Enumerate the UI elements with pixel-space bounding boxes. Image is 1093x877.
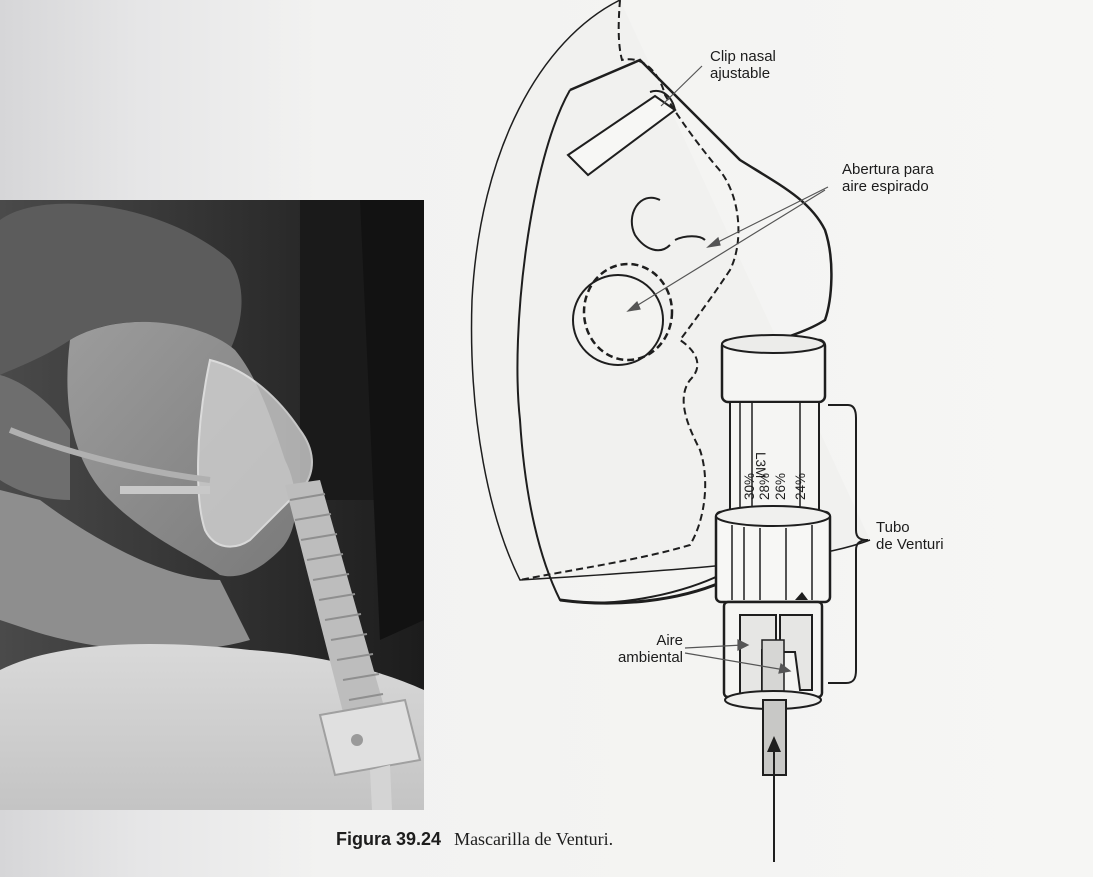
- label-aire-line2: ambiental: [617, 649, 683, 666]
- label-abertura: [842, 161, 934, 195]
- tube-percent-26: 26%: [773, 472, 788, 500]
- label-abertura-line2: aire espirado: [842, 178, 929, 195]
- tube-percent-30: 30%: [742, 472, 757, 500]
- patient-photo-illustration: [0, 200, 424, 810]
- patient-photo: [0, 200, 424, 810]
- label-tubo-line1: Tubo: [876, 519, 910, 536]
- label-aire-line1: Aire: [656, 632, 683, 649]
- label-clip-nasal-line1: Clip nasal: [710, 48, 776, 65]
- label-clip-nasal: [710, 48, 776, 82]
- figure-caption: [336, 829, 613, 850]
- label-tubo-line2: de Venturi: [876, 536, 944, 553]
- tube-percent-24: 24%: [793, 472, 808, 500]
- label-clip-nasal-line2: ajustable: [710, 65, 771, 82]
- figure-caption-text: Mascarilla de Venturi.: [454, 829, 614, 849]
- label-aire-ambiental: [603, 632, 683, 666]
- exhalation-port: [573, 275, 663, 365]
- figure-number: Figura 39.24: [336, 829, 442, 849]
- label-abertura-line1: Abertura para: [842, 161, 934, 178]
- venturi-mask-diagram: [440, 0, 1093, 877]
- venturi-tube: [716, 335, 830, 862]
- tube-percent-28: 28%: [757, 472, 772, 500]
- tube-brand-marking: L3M: [753, 452, 768, 479]
- label-tubo-venturi: [876, 519, 944, 553]
- abertura-leader-1: [712, 187, 828, 245]
